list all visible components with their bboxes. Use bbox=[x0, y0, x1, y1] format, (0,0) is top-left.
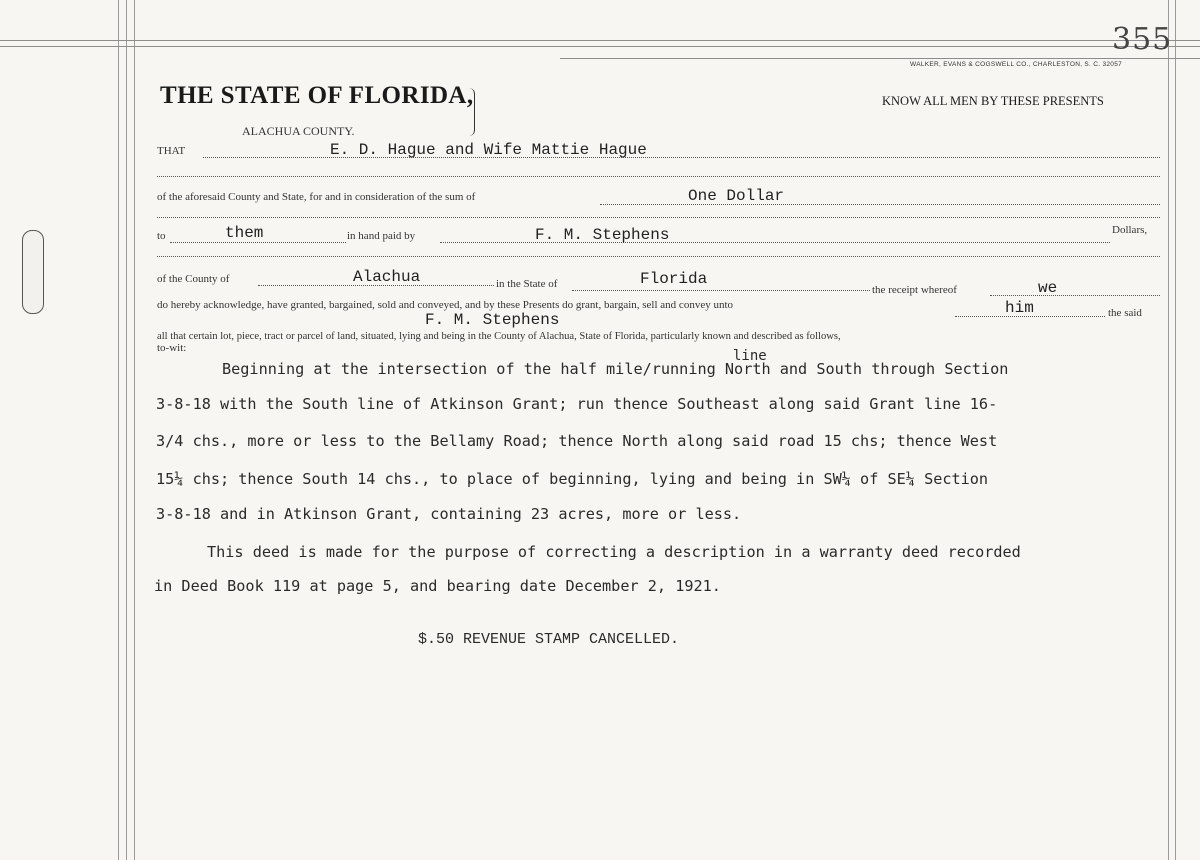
description-line: 3-8-18 and in Atkinson Grant, containing 23 acres, more or less. bbox=[156, 505, 742, 523]
to-value: them bbox=[225, 224, 264, 242]
left-margin-rule bbox=[118, 0, 119, 860]
county-caption: ALACHUA COUNTY. bbox=[242, 124, 355, 138]
description-line: 3/4 chs., more or less to the Bellamy Road; thence North along said road 15 chs; thence West bbox=[156, 432, 998, 450]
acknowledge-text: do hereby acknowledge, have granted, bargained, sold and conveyed, and by these Presents do grant, bargain, sell and convey unto bbox=[157, 299, 734, 311]
grantee-name: F. M. Stephens bbox=[425, 311, 560, 329]
interlined-word: line bbox=[733, 348, 767, 364]
to-line bbox=[170, 242, 346, 243]
receipt-label: the receipt whereof bbox=[872, 284, 957, 296]
that-label: THAT bbox=[157, 145, 186, 157]
blank-line bbox=[157, 176, 1160, 177]
sum-value: One Dollar bbox=[688, 187, 785, 205]
county-label: of the County of bbox=[157, 273, 230, 285]
the-said-label: the said bbox=[1108, 307, 1142, 319]
top-rule-3 bbox=[560, 58, 1200, 59]
printer-imprint: WALKER, EVANS & COGSWELL CO., CHARLESTON, S. C. 32057 bbox=[910, 61, 1123, 68]
top-rule bbox=[0, 40, 1200, 41]
grantors-name: E. D. Hague and Wife Mattie Hague bbox=[330, 141, 647, 159]
paid-by-label: in hand paid by bbox=[347, 230, 416, 242]
convey-value: him bbox=[1005, 299, 1034, 317]
revenue-stamp-note: $.50 REVENUE STAMP CANCELLED. bbox=[418, 631, 680, 648]
know-all-men: KNOW ALL MEN BY THESE PRESENTS bbox=[882, 94, 1104, 108]
state-line bbox=[572, 290, 870, 291]
land-description-text: all that certain lot, piece, tract or parcel of land, situated, lying and being in the County of Alachua, State of Florida, particularly known and described as follows, bbox=[157, 331, 841, 342]
page-number: 355 bbox=[1112, 22, 1173, 57]
left-margin-rule-3 bbox=[134, 0, 135, 860]
to-label: to bbox=[157, 230, 166, 242]
county-brace bbox=[468, 88, 475, 136]
to-wit-label: to-wit: bbox=[157, 342, 187, 354]
blank-line-2 bbox=[157, 217, 1160, 218]
document-title: THE STATE OF FLORIDA, bbox=[160, 82, 474, 109]
consideration-label: of the aforesaid County and State, for and in consideration of the sum of bbox=[157, 191, 476, 203]
correction-line: This deed is made for the purpose of correcting a description in a warranty deed recorded bbox=[207, 543, 1021, 561]
payer-name: F. M. Stephens bbox=[535, 226, 670, 244]
right-margin-rule-2 bbox=[1175, 0, 1176, 860]
description-line: 15¼ chs; thence South 14 chs., to place of beginning, lying and being in SW¼ of SE¼ Section bbox=[156, 470, 989, 488]
dollars-label: Dollars, bbox=[1112, 224, 1148, 236]
description-line: 3-8-18 with the South line of Atkinson Grant; run thence Southeast along said Grant line 16- bbox=[156, 395, 998, 413]
blank-line-3 bbox=[157, 256, 1160, 257]
sum-line bbox=[600, 204, 1160, 205]
state-label: in the State of bbox=[496, 278, 558, 290]
receipt-line bbox=[990, 295, 1160, 296]
receipt-value: we bbox=[1038, 279, 1058, 297]
top-rule-2 bbox=[0, 46, 1200, 47]
state-value: Florida bbox=[640, 270, 708, 288]
county-value: Alachua bbox=[353, 268, 421, 286]
description-line: Beginning at the intersection of the half mile/running North and South through Section bbox=[222, 360, 1009, 378]
left-margin-rule-2 bbox=[126, 0, 127, 860]
right-margin-rule bbox=[1168, 0, 1169, 860]
correction-line: in Deed Book 119 at page 5, and bearing date December 2, 1921. bbox=[154, 577, 721, 595]
binder-hole bbox=[22, 230, 44, 314]
